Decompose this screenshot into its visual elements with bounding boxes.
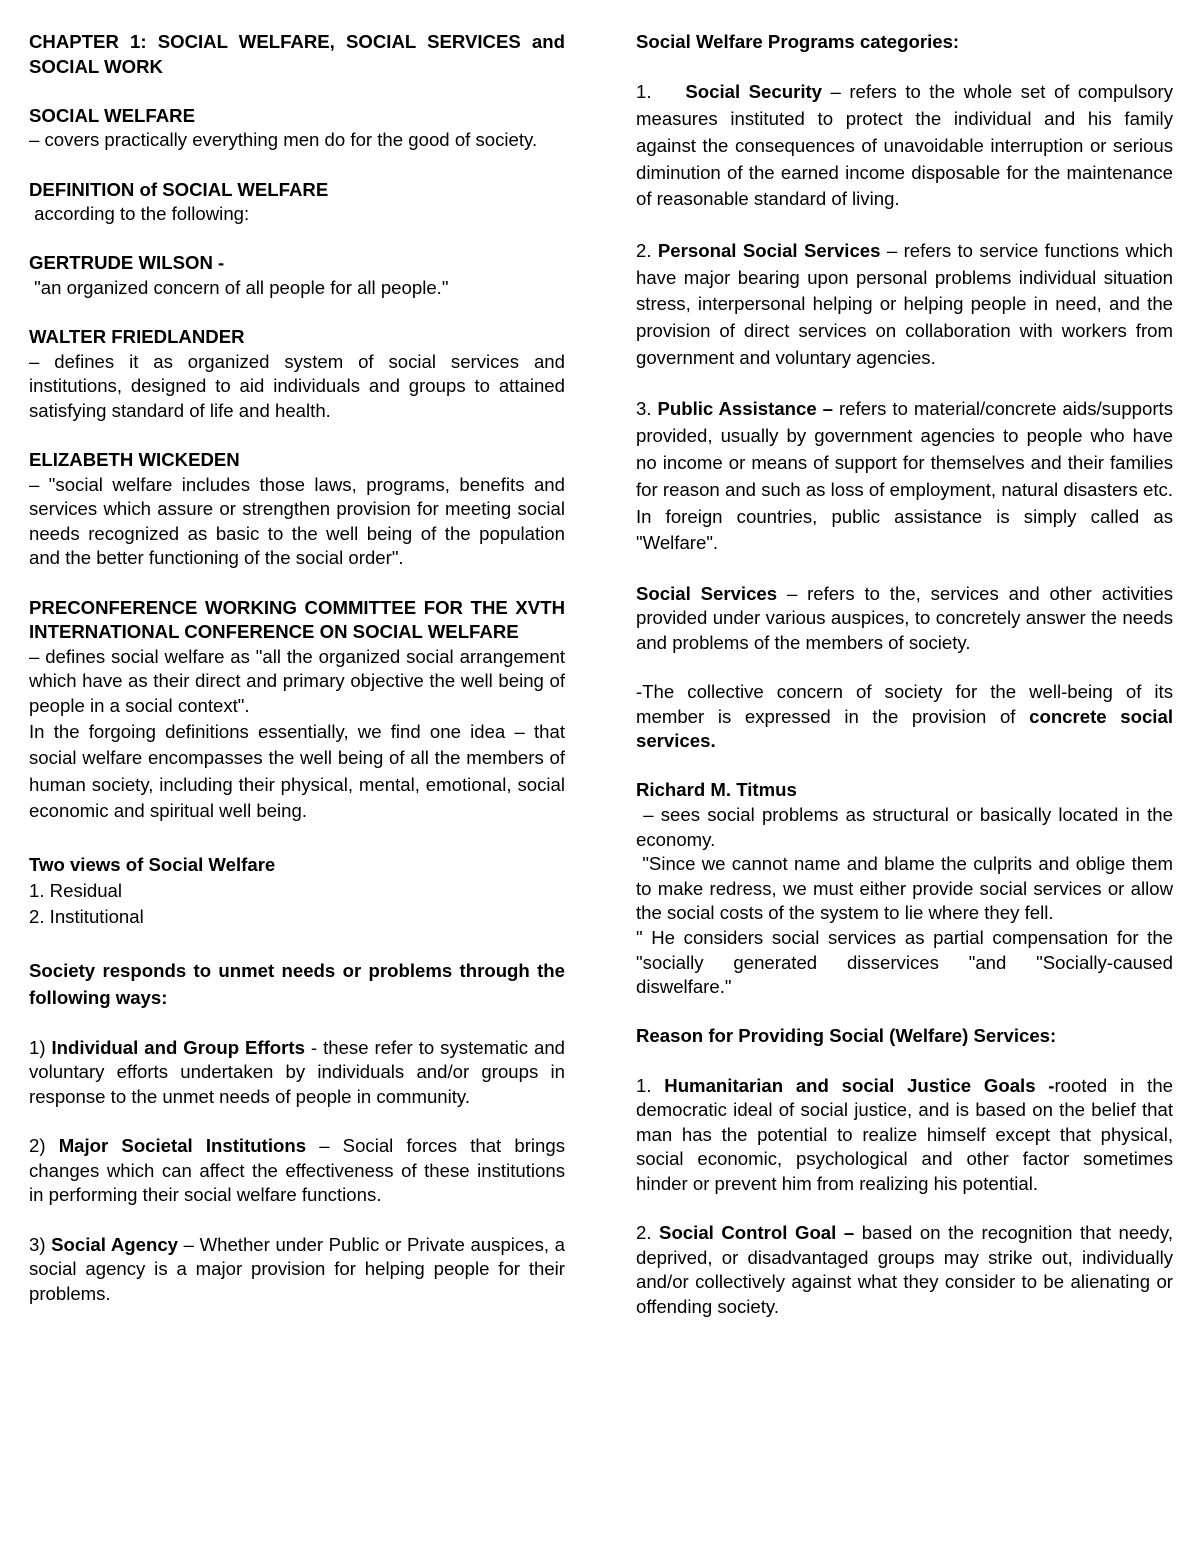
way-num: 3) xyxy=(29,1233,46,1255)
titmus-heading: Richard M. Titmus xyxy=(636,779,797,801)
two-views-item-residual: 1. Residual xyxy=(29,879,123,901)
reason-term: Social Control Goal – xyxy=(659,1222,855,1244)
collective-bold: concrete social services. xyxy=(636,705,1173,752)
reasons-heading: Reason for Providing Social (Welfare) Services: xyxy=(636,1025,1057,1047)
forgoing-text: In the forgoing definitions essentially, we find one idea – that social welfare encompasses the well being of all the members of human society, including their physical, mental, emotional, social economic and spiritual well being. xyxy=(29,720,565,822)
program-num: 3. xyxy=(636,398,652,420)
right-column xyxy=(636,30,1173,1320)
reason-text: based on the recognition that needy, deprived, or disadvantaged groups may strike out, individually and/or collectively against what they consider to be alienating or offending society. xyxy=(636,1222,1173,1317)
reason-num: 1. xyxy=(636,1074,652,1096)
program-text: – refers to service functions which have major bearing upon personal problems individual situation stress, interpersonal helping or helping people in need, and the provision of direct services on collaboration with workers from government and voluntary agencies. xyxy=(636,239,1174,368)
wickeden-text: – "social welfare includes those laws, programs, benefits and services which assure or strengthen provision for meeting social needs recognized as basic to the well being of the population and the better functioning of the social order". xyxy=(29,473,565,569)
definition-heading: DEFINITION of SOCIAL WELFARE xyxy=(29,178,329,200)
reason-term: Humanitarian and social Justice Goals - xyxy=(664,1074,1055,1096)
titmus-line1-content: – sees social problems as structural or basically located in the economy. xyxy=(636,804,1173,850)
program-text: refers to material/concrete aids/supports provided, usually by government agencies to people who have no income or means of support for themselves and their families for reason and such as loss of employment, natural disasters etc. In foreign countries, public assistance is simply called as "Welfare". xyxy=(636,398,1173,554)
preconference-text: – defines social welfare as "all the organized social arrangement which have as their direct and primary objective the well being of people in a social context". xyxy=(29,645,565,717)
chapter-title: CHAPTER 1: SOCIAL WELFARE, SOCIAL SERVICES and SOCIAL WORK xyxy=(29,31,565,77)
titmus-line3: " He considers social services as partial compensation for the "socially generated disservices "and "Socially-caused diswelfare." xyxy=(636,927,1173,998)
titmus-line2 xyxy=(636,852,1173,926)
wilson-heading: GERTRUDE WILSON - xyxy=(29,252,225,274)
two-views-item-institutional: 2. Institutional xyxy=(29,906,144,927)
program-term: Social Security xyxy=(685,81,823,103)
reason-num: 2. xyxy=(636,1222,652,1244)
wickeden-heading: ELIZABETH WICKEDEN xyxy=(29,449,240,471)
definition-text-content: according to the following: xyxy=(34,203,250,225)
way-term: Social Agency xyxy=(51,1233,179,1255)
way-individual-group xyxy=(29,1036,565,1110)
titmus-line1 xyxy=(636,803,1173,852)
way-social-agency xyxy=(29,1233,565,1307)
way-text: – Social forces that brings changes which can affect the effectiveness of these institutions in performing their social welfare functions. xyxy=(29,1135,565,1206)
program-social-security xyxy=(636,79,1173,213)
way-term: Individual and Group Efforts xyxy=(51,1036,305,1058)
reason-humanitarian xyxy=(636,1074,1173,1197)
wilson-text xyxy=(29,276,565,301)
two-views-heading: Two views of Social Welfare xyxy=(29,854,276,875)
social-services-definition xyxy=(636,582,1173,656)
way-text: - these refer to systematic and voluntary efforts undertaken by individuals and/or groups in response to the unmet needs of people in community. xyxy=(29,1036,565,1107)
collective-text: -The collective concern of society for the well-being of its member is expressed in the provision of xyxy=(636,681,1173,727)
way-num: 1) xyxy=(29,1036,46,1058)
way-text: – Whether under Public or Private auspices, a social agency is a major provision for helping people for their problems. xyxy=(29,1233,565,1304)
program-term: Personal Social Services xyxy=(657,239,881,261)
society-responds-heading: Society responds to unmet needs or problems through the following ways: xyxy=(29,960,565,1008)
social-welfare-heading: SOCIAL WELFARE xyxy=(29,104,195,126)
preconference-heading: PRECONFERENCE WORKING COMMITTEE FOR THE XVTH INTERNATIONAL CONFERENCE ON SOCIAL WELFARE xyxy=(29,596,565,643)
collective-concern xyxy=(636,680,1173,754)
social-services-text: – refers to the, services and other activities provided under various auspices, to concretely answer the needs and problems of the members of society. xyxy=(636,582,1173,653)
program-num: 1. xyxy=(636,81,652,103)
program-personal-social-services xyxy=(636,238,1173,372)
program-public-assistance xyxy=(636,396,1173,557)
program-num: 2. xyxy=(636,239,652,261)
way-societal-institutions xyxy=(29,1134,565,1208)
reason-text: rooted in the democratic ideal of social justice, and is based on the belief that man has the potential to realize himself except that physical, social economic, psychological and other factor sometimes hinder or prevent him from realizing his potential. xyxy=(636,1074,1174,1194)
reason-social-control xyxy=(636,1221,1173,1319)
way-num: 2) xyxy=(29,1135,46,1157)
definition-text xyxy=(29,202,565,227)
friedlander-heading: WALTER FRIEDLANDER xyxy=(29,326,245,348)
program-text: – refers to the whole set of compulsory measures instituted to protect the individual and his family against the consequences of unavoidable interruption or serious diminution of the earned income disposable for the maintenance of reasonable standard of living. xyxy=(636,81,1173,210)
programs-heading: Social Welfare Programs categories: xyxy=(636,31,960,52)
way-term: Major Societal Institutions xyxy=(58,1135,307,1157)
program-term: Public Assistance – xyxy=(657,398,833,420)
left-column xyxy=(29,30,565,1306)
wilson-text-content: "an organized concern of all people for all people." xyxy=(34,276,449,298)
social-welfare-text: – covers practically everything men do for the good of society. xyxy=(29,129,538,151)
social-services-term: Social Services xyxy=(636,582,778,604)
titmus-line2-content: "Since we cannot name and blame the culprits and oblige them to make redress, we must either provide social services or allow the social costs of the system to lie where they fell. xyxy=(636,853,1173,924)
friedlander-text: – defines it as organized system of social services and institutions, designed to aid individuals and groups to attained satisfying standard of life and health. xyxy=(29,350,565,421)
